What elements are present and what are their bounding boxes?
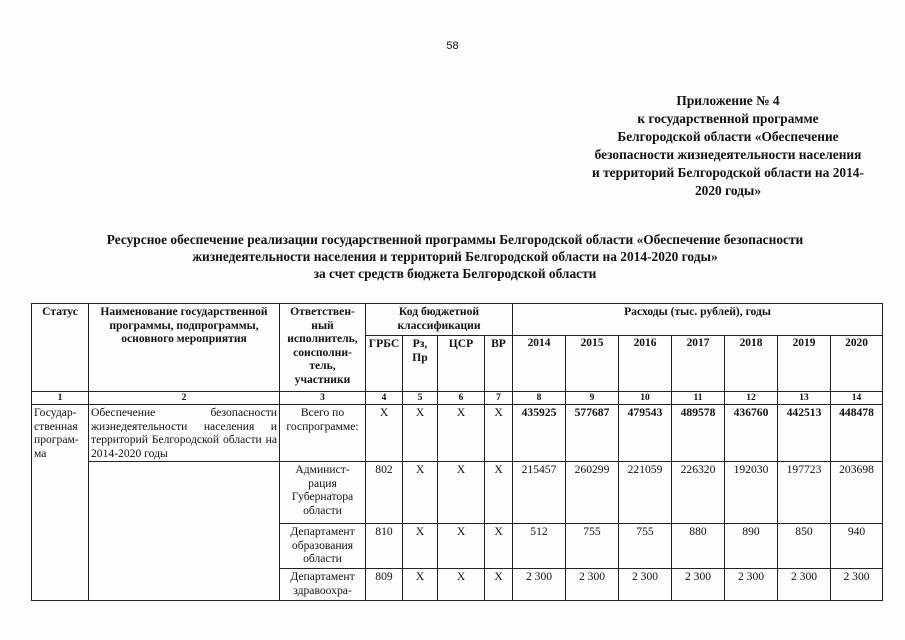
csr-cell: Х [438, 524, 485, 569]
executor-cell: Департамент образования области [280, 524, 366, 569]
value-cell: 2 300 [619, 569, 672, 601]
grbs-cell: Х [366, 405, 403, 462]
header-budget-code: Код бюджетной классификации [366, 304, 513, 336]
value-cell: 2 300 [513, 569, 566, 601]
header-year: 2014 [513, 336, 566, 392]
resource-table [31, 303, 883, 601]
column-number: 2 [89, 392, 280, 405]
column-number: 7 [485, 392, 513, 405]
column-number: 11 [672, 392, 725, 405]
value-cell: 489578 [672, 405, 725, 462]
page-number: 58 [446, 40, 459, 52]
status-cell: Государ-ственная програм-ма [32, 405, 89, 601]
executor-cell: Админист-рация Губернатора области [280, 462, 366, 524]
csr-cell: Х [438, 405, 485, 462]
column-number: 6 [438, 392, 485, 405]
value-cell: 197723 [778, 462, 831, 524]
document-title [40, 231, 870, 282]
value-cell: 260299 [566, 462, 619, 524]
value-cell: 890 [725, 524, 778, 569]
csr-cell: Х [438, 462, 485, 524]
header-status: Статус [32, 304, 89, 392]
header-name: Наименование государственной программы, подпрограммы, основного мероприятия [89, 304, 280, 392]
appendix-line: безопасности жизнедеятельности населения [594, 147, 862, 162]
grbs-cell: 810 [366, 524, 403, 569]
title-line: жизнедеятельности населения и территорий Белгородской области на 2014-2020 годы» [192, 249, 718, 264]
appendix-line: и территорий Белгородской области на 2014- [592, 165, 864, 180]
appendix-line: к государственной программе [637, 111, 819, 126]
value-cell: 850 [778, 524, 831, 569]
value-cell: 880 [672, 524, 725, 569]
column-number: 8 [513, 392, 566, 405]
header-csr: ЦСР [438, 336, 485, 392]
header-year: 2020 [831, 336, 883, 392]
rz-pr-cell: Х [403, 405, 438, 462]
title-line: за счет средств бюджета Белгородской области [313, 266, 597, 281]
value-cell: 2 300 [778, 569, 831, 601]
column-number-row [32, 392, 883, 405]
header-grbs: ГРБС [366, 336, 403, 392]
rz-pr-cell: Х [403, 524, 438, 569]
vr-cell: Х [485, 524, 513, 569]
value-cell: 2 300 [725, 569, 778, 601]
program-name-cell: Обеспечение безопасности жизнедеятельности населения и территорий Белгородской области на 2014-2020 годы [89, 405, 280, 462]
value-cell: 221059 [619, 462, 672, 524]
header-year: 2017 [672, 336, 725, 392]
value-cell: 479543 [619, 405, 672, 462]
program-name-cell-continued [89, 462, 280, 601]
value-cell: 215457 [513, 462, 566, 524]
column-number: 14 [831, 392, 883, 405]
value-cell: 436760 [725, 405, 778, 462]
executor-cell: Всего по госпрограмме: [280, 405, 366, 462]
rz-pr-cell: Х [403, 462, 438, 524]
column-number: 1 [32, 392, 89, 405]
header-year: 2016 [619, 336, 672, 392]
csr-cell: Х [438, 569, 485, 601]
value-cell: 755 [566, 524, 619, 569]
value-cell: 577687 [566, 405, 619, 462]
appendix-line: Белгородской области «Обеспечение [617, 129, 839, 144]
header-year: 2015 [566, 336, 619, 392]
appendix-heading [548, 92, 905, 200]
value-cell: 2 300 [566, 569, 619, 601]
appendix-line: Приложение № 4 [676, 93, 780, 108]
value-cell: 2 300 [672, 569, 725, 601]
header-executor: Ответствен-ный исполнитель, соисполни-тель, участники [280, 304, 366, 392]
value-cell: 192030 [725, 462, 778, 524]
column-number: 10 [619, 392, 672, 405]
value-cell: 203698 [831, 462, 883, 524]
column-number: 5 [403, 392, 438, 405]
grbs-cell: 809 [366, 569, 403, 601]
column-number: 13 [778, 392, 831, 405]
rz-pr-cell: Х [403, 569, 438, 601]
column-number: 3 [280, 392, 366, 405]
column-number: 9 [566, 392, 619, 405]
value-cell: 226320 [672, 462, 725, 524]
value-cell: 755 [619, 524, 672, 569]
header-year: 2019 [778, 336, 831, 392]
value-cell: 442513 [778, 405, 831, 462]
vr-cell: Х [485, 405, 513, 462]
table-row [32, 462, 883, 524]
vr-cell: Х [485, 569, 513, 601]
value-cell: 448478 [831, 405, 883, 462]
table-row [32, 405, 883, 462]
value-cell: 512 [513, 524, 566, 569]
title-line: Ресурсное обеспечение реализации государственной программы Белгородской области «Обеспечение безопасности [106, 232, 804, 247]
header-rz-pr: Рз, Пр [403, 336, 438, 392]
executor-cell: Департамент здравоохра- [280, 569, 366, 601]
header-year: 2018 [725, 336, 778, 392]
appendix-line: 2020 годы» [694, 183, 762, 198]
column-number: 12 [725, 392, 778, 405]
header-expenses: Расходы (тыс. рублей), годы [513, 304, 883, 336]
grbs-cell: 802 [366, 462, 403, 524]
column-number: 4 [366, 392, 403, 405]
header-vr: ВР [485, 336, 513, 392]
value-cell: 940 [831, 524, 883, 569]
value-cell: 435925 [513, 405, 566, 462]
value-cell: 2 300 [831, 569, 883, 601]
vr-cell: Х [485, 462, 513, 524]
